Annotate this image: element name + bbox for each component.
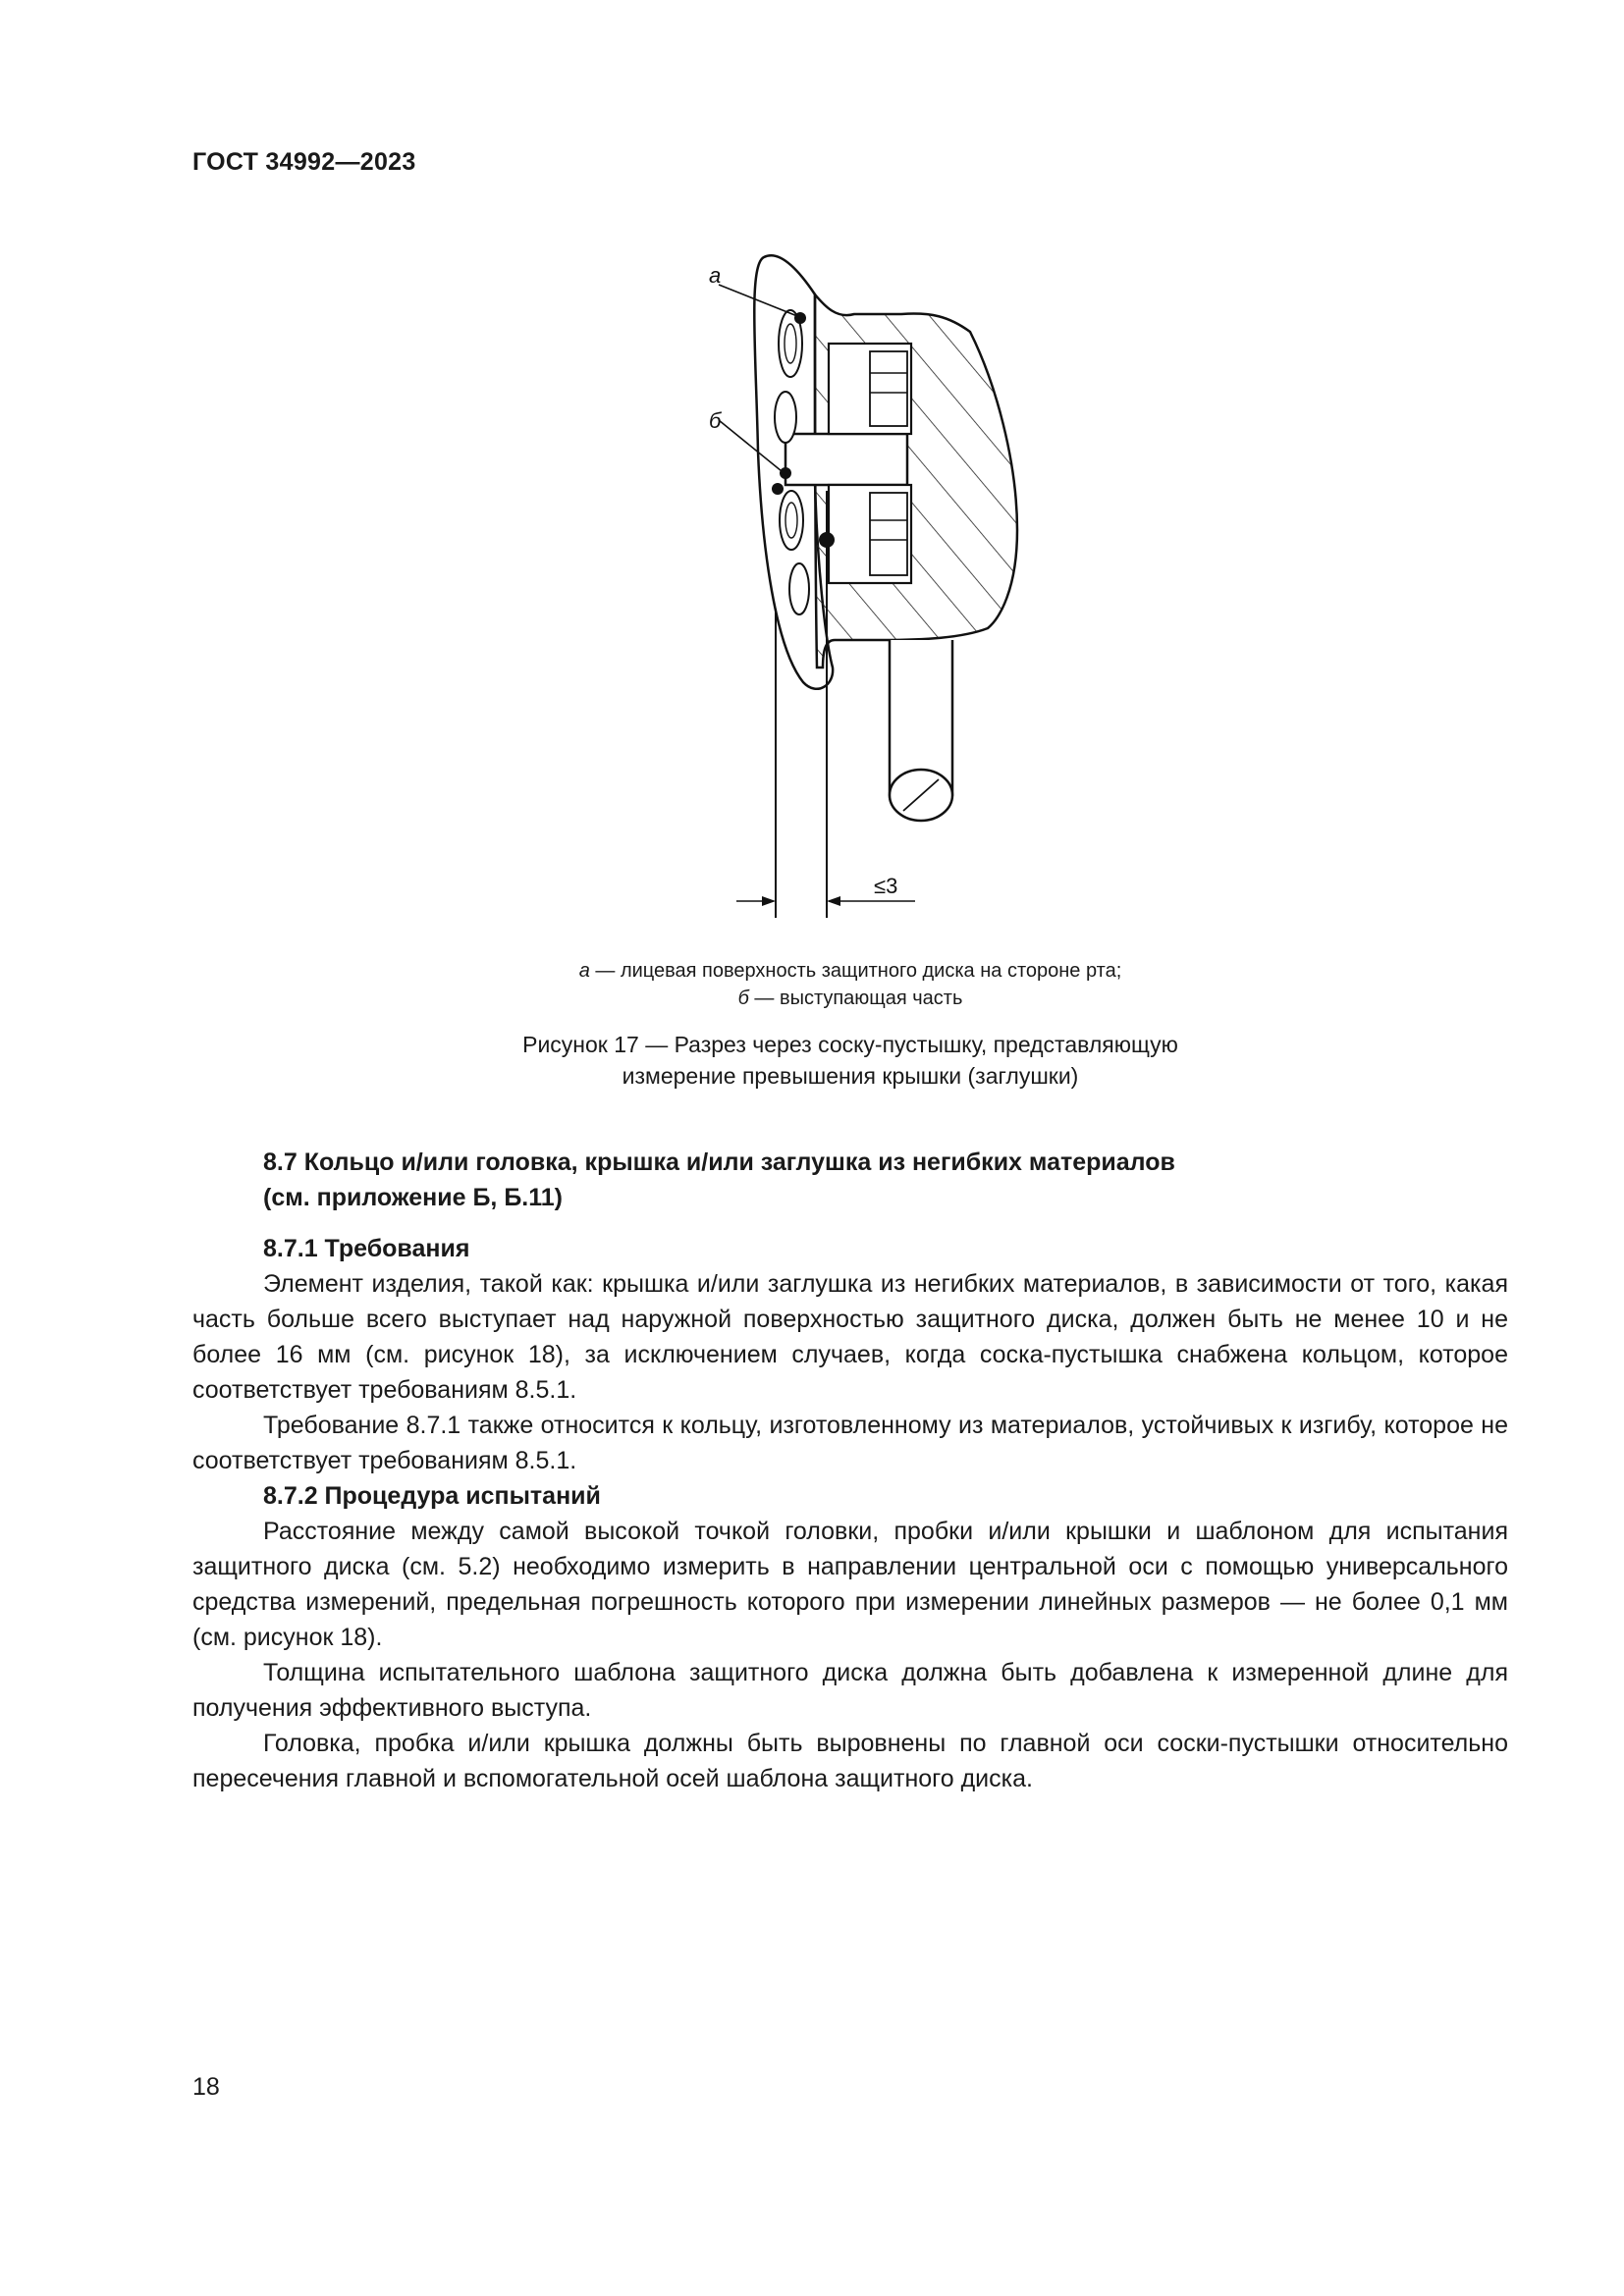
legend-item-a: а — лицевая поверхность защитного диска на стороне рта; xyxy=(578,960,1122,982)
pacifier-cross-section-drawing xyxy=(687,236,1041,923)
paragraph: Толщина испытательного шаблона защитного диска должна быть добавлена к измеренной длине для получения эффективного выступа. xyxy=(192,1659,1508,1722)
section-8-7 xyxy=(192,1145,1508,1215)
label-a: а xyxy=(709,263,722,288)
paragraph: Расстояние между самой высокой точкой головки, пробки и/или крышки и шаблоном для испытания защитного диска (см. 5.2) необходимо измерить в направлении центральной оси с помощью универсального средства измерений, предельная погрешность которого при измерении линейных размеров — не более 0,1 мм (см. рисунок 18). xyxy=(192,1518,1508,1651)
section-8-7-1 xyxy=(192,1231,1508,1796)
dimension-label: ≤3 xyxy=(874,874,898,898)
label-b: б xyxy=(709,408,722,433)
paragraph: Головка, пробка и/или крышка должны быть выровнены по главной оси соски-пустышки относительно пересечения главной и вспомогательной осей шаблона защитного диска. xyxy=(192,1730,1508,1792)
section-heading-8-7-1: 8.7.1 Требования xyxy=(263,1235,470,1262)
page-number: 18 xyxy=(192,2073,220,2101)
paragraph: Элемент изделия, такой как: крышка и/или заглушка из негибких материалов, в зависимости от того, какая часть больше всего выступает над наружной поверхностью защитного диска, должен быть не менее 10 и не более 16 мм (см. рисунок 18), за исключением случаев, когда соска-пустышка снабжена кольцом, которое соответствует требованиям 8.5.1. xyxy=(192,1270,1508,1404)
paragraph: Требование 8.7.1 также относится к кольцу, изготовленному из материалов, устойчивых к изгибу, которое не соответствует требованиям 8.5.1. xyxy=(192,1412,1508,1474)
figure-caption: Рисунок 17 — Разрез через соску-пустышку, представляющую измерение превышения крышки (заглушки) xyxy=(522,1032,1178,1089)
document-code: ГОСТ 34992—2023 xyxy=(192,148,416,176)
legend-item-b: б — выступающая часть xyxy=(737,988,963,1009)
section-heading-8-7: 8.7 Кольцо и/или головка, крышка и/или заглушка из негибких материалов (см. приложение Б, Б.11) xyxy=(263,1148,1175,1211)
section-heading-8-7-2: 8.7.2 Процедура испытаний xyxy=(263,1482,601,1510)
figure-legend xyxy=(192,957,1508,1012)
figure-17 xyxy=(687,236,1041,923)
shaft-slot xyxy=(785,434,907,485)
